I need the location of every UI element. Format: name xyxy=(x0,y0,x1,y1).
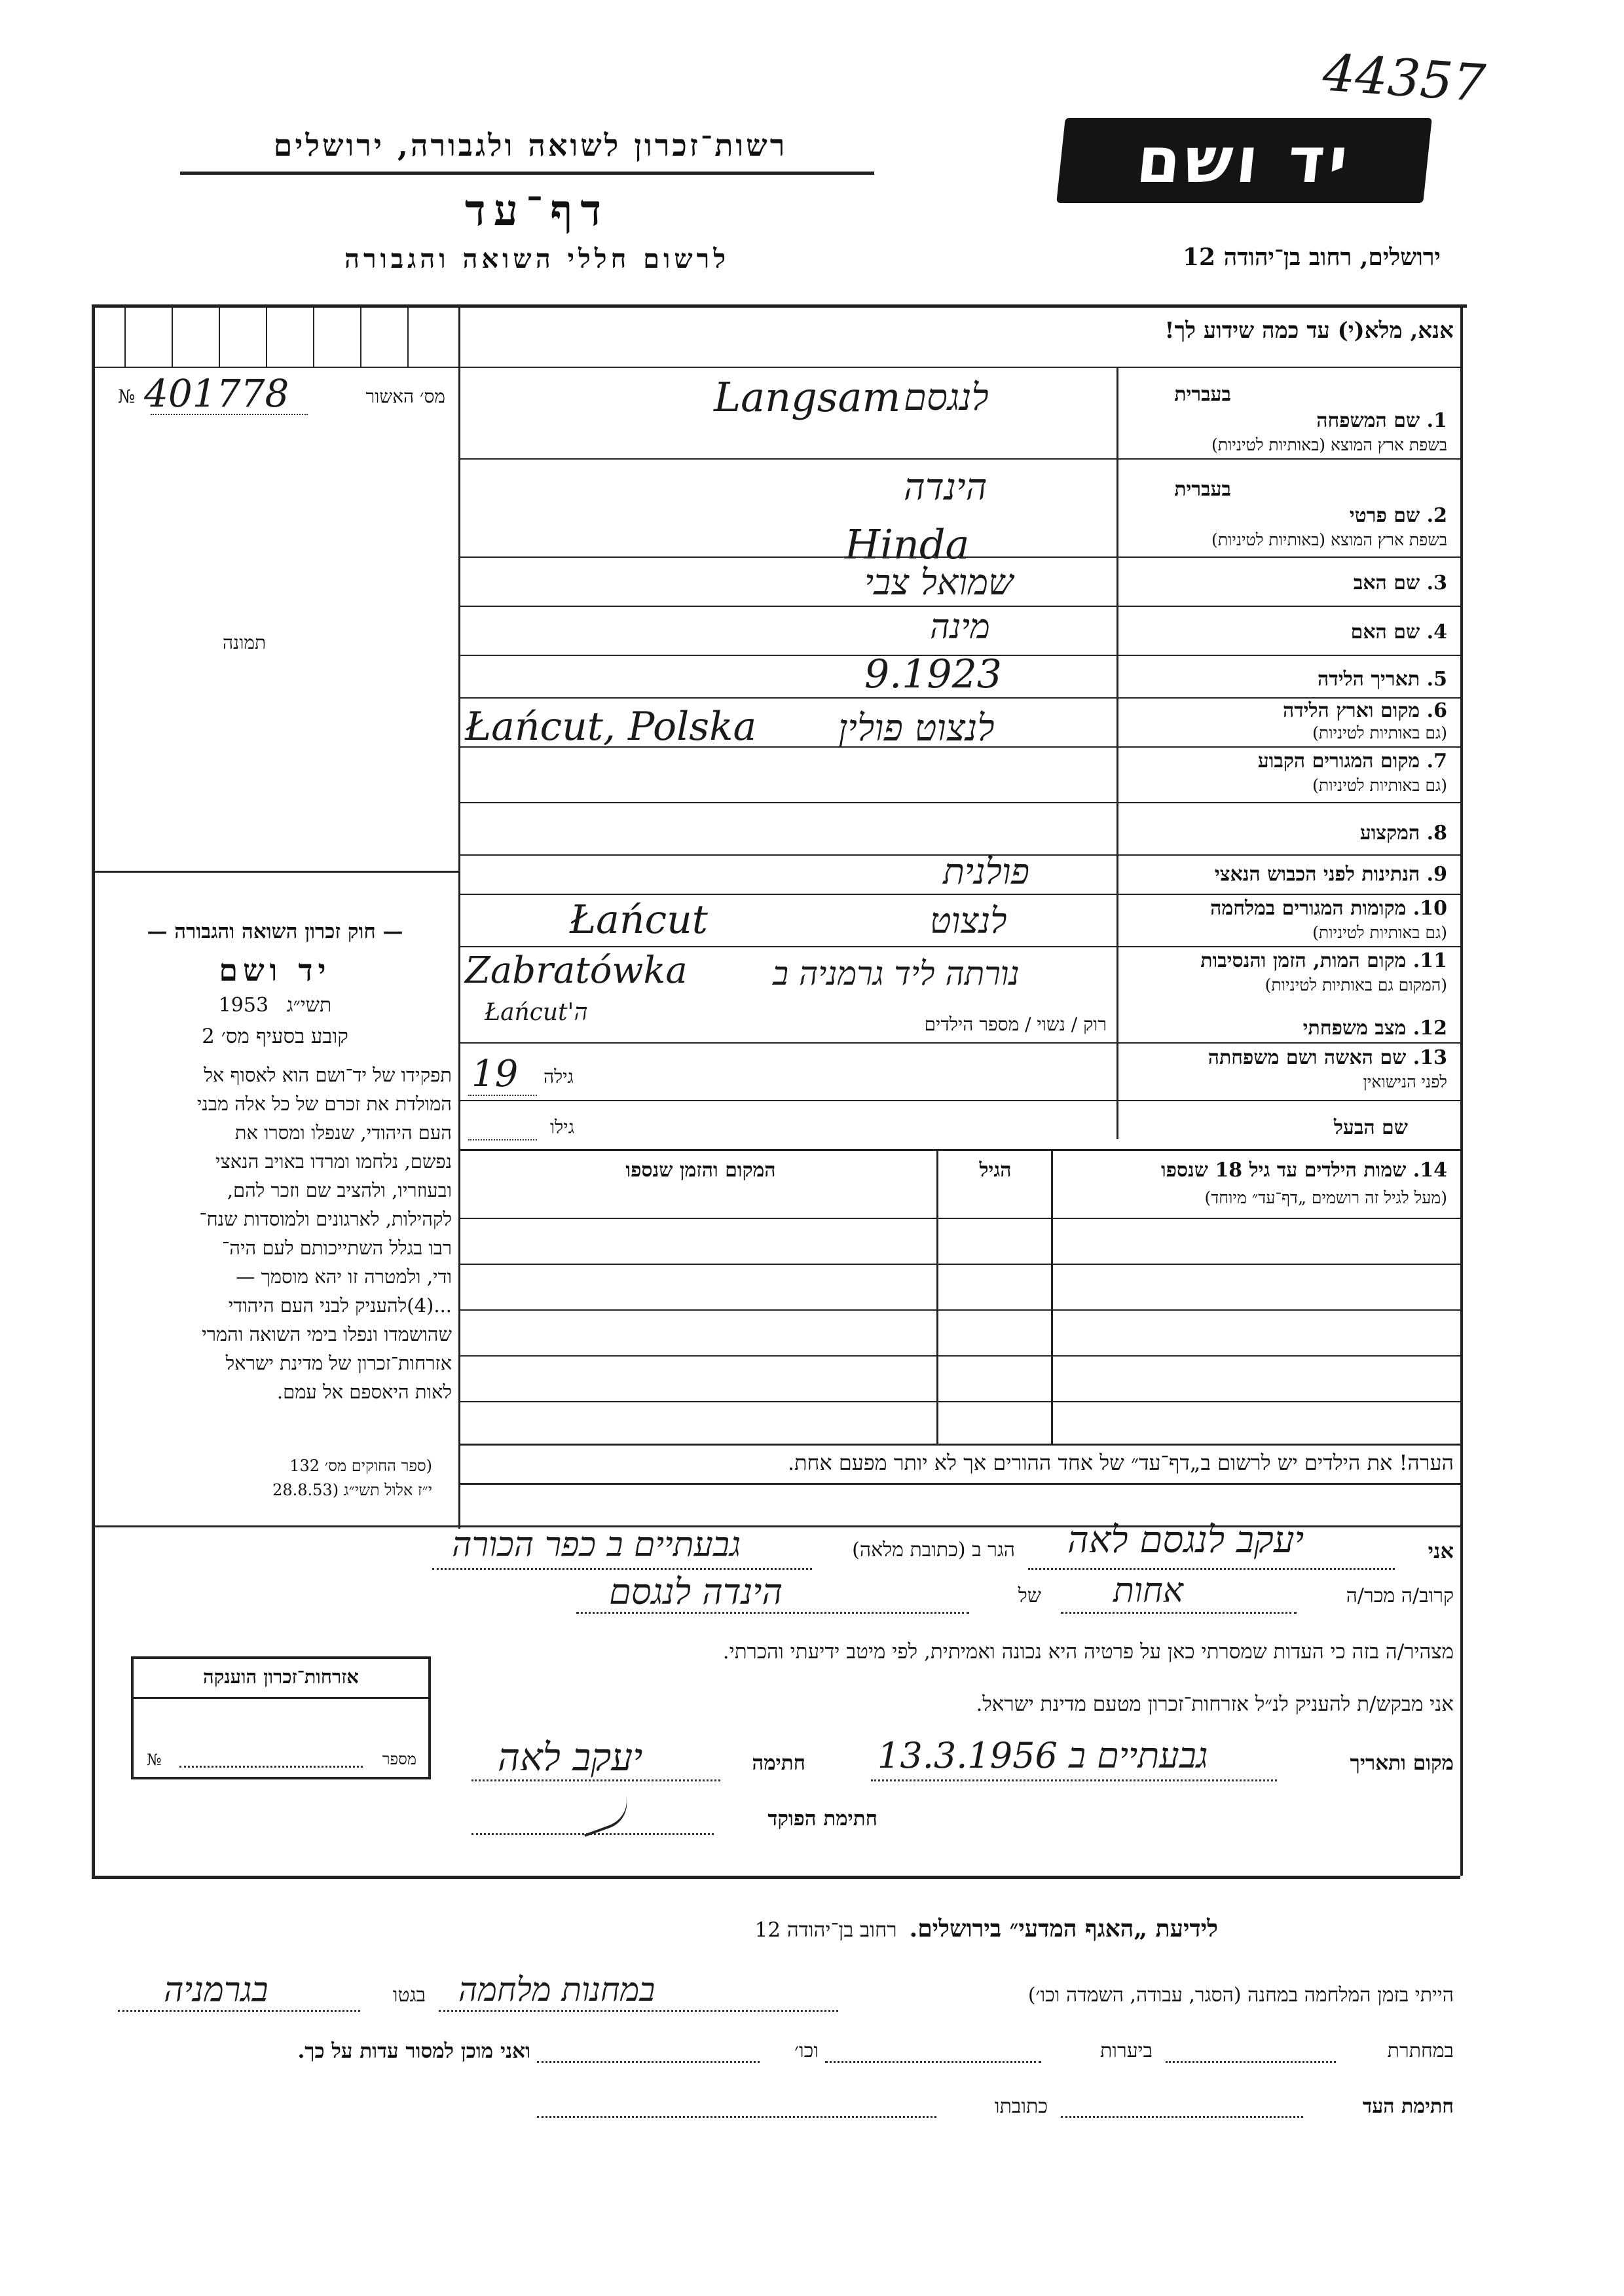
f6-value-latin[interactable]: Łańcut, Polska xyxy=(465,704,757,750)
f11-value-extra[interactable]: Łańcut'ה xyxy=(485,999,588,1026)
f12-num: 12. xyxy=(1412,1017,1447,1040)
law-line: אזרחות־זכרון של מדינת ישראל xyxy=(225,1352,452,1374)
f9-label-text: הנתינות לפני הכבוש הנאצי xyxy=(1214,863,1420,886)
citizenship-box-prefix: № xyxy=(147,1751,162,1769)
f3-value[interactable]: שמואל צבי xyxy=(864,562,1014,603)
bottom-title-address: רחוב בן־יהודה 12 xyxy=(754,1918,897,1942)
f1-label xyxy=(1126,409,1447,432)
law-line: ...(4)להעניק לבני העם היהודי xyxy=(228,1294,452,1317)
bottom-line2-c: וכו׳ xyxy=(794,2039,819,2062)
bottom-line3-b: כתובתו xyxy=(994,2095,1048,2118)
approval-prefix: № xyxy=(118,386,136,407)
f11-num: 11. xyxy=(1412,949,1447,972)
f13-num: 13. xyxy=(1412,1046,1447,1069)
f10-value-latin[interactable]: Łańcut xyxy=(570,897,708,943)
logo-text: יד ושם xyxy=(1133,124,1356,197)
f4-value[interactable]: מינה xyxy=(930,608,990,647)
bottom-title xyxy=(458,1915,1218,1942)
f1-value-latin[interactable]: Langsam xyxy=(714,373,901,421)
law-line: העם היהודי, שנפלו ומסרו את xyxy=(234,1121,452,1144)
f11-value-latin[interactable]: Zabratówka xyxy=(465,949,688,992)
f1-num: 1. xyxy=(1426,409,1447,432)
f6-label-text: מקום וארץ הלידה xyxy=(1282,699,1420,722)
bottom-line3-a: חתימת העד xyxy=(1362,2095,1454,2118)
approval-label: מס׳ האשור xyxy=(365,386,445,407)
law-line: המולדת את זכרם של כל אלה מבני xyxy=(196,1093,452,1115)
f14-sub: (מעל לגיל זה רושמים „דף־עד״ מיוחד) xyxy=(1204,1188,1447,1207)
f11-value-he[interactable]: נורתה ליד גרמניה ב xyxy=(773,955,1020,993)
bottom-line1-label: הייתי בזמן המלחמה במחנה (הסגר, עבודה, השמדה וכו׳) xyxy=(1027,1984,1454,2007)
relative-of[interactable]: הינדה לנגסם xyxy=(609,1571,783,1613)
f9-value[interactable]: פולנית xyxy=(943,851,1030,892)
f4-label-text: שם האם xyxy=(1350,621,1420,644)
f11-label-text: מקום המות, הזמן והנסיבות xyxy=(1200,949,1407,972)
law-line: רבו בגלל השתייכותם לעם היה־ xyxy=(222,1237,452,1259)
bottom-line1-place[interactable]: בגרמניה xyxy=(164,1971,268,2010)
f5-label-text: תאריך הלידה xyxy=(1318,668,1420,691)
law-ref-1: (ספר החוקים מס׳ 132 xyxy=(289,1457,432,1475)
decl-i-label: אני xyxy=(1428,1539,1454,1563)
law-name: יד ושם xyxy=(219,953,331,988)
law-line: ובעוזריו, ולהציב שם וזכר להם, xyxy=(227,1179,452,1201)
form-title: דף־עד xyxy=(464,185,610,236)
f8-label-text: המקצוע xyxy=(1359,822,1420,845)
f13-age-label: גילה xyxy=(544,1066,574,1087)
residence[interactable]: גבעתיים ב כפר הכורה xyxy=(452,1525,741,1565)
f7-sub: (גם באותיות לטיניות) xyxy=(1312,776,1447,795)
decl-relative-label: קרוב/ה מכר/ה xyxy=(1346,1584,1454,1607)
f7-num: 7. xyxy=(1426,750,1447,773)
decl-of-label: של xyxy=(1018,1584,1041,1607)
law-section: קובע בסעיף מס׳ 2 xyxy=(202,1025,348,1048)
instruction: אנא, מלא(י) עד כמה שידוע לך! xyxy=(1164,318,1454,344)
law-line: לקהילות, לארגונים ולמוסדות שנח־ xyxy=(199,1208,452,1230)
law-line: נפשם, נלחמו ומרדו באויב הנאצי xyxy=(215,1150,452,1173)
yad-vashem-logo xyxy=(1056,118,1432,203)
citizenship-box-number: מספר xyxy=(382,1750,416,1768)
law-year-row xyxy=(98,994,452,1017)
f7-label xyxy=(1126,750,1447,773)
f10-label xyxy=(1126,897,1447,920)
place-date-label: מקום ותאריך xyxy=(1350,1751,1454,1775)
approval-number-field xyxy=(105,371,452,416)
place-date-value[interactable]: גבעתיים ב 13.3.1956 xyxy=(877,1735,1208,1776)
f6-value-he[interactable]: לנצוט פולין xyxy=(838,707,995,750)
f5-label xyxy=(1126,668,1447,691)
bottom-line2-d: ואני מוכן למסור עדות על כך. xyxy=(297,2039,530,2063)
law-line: שהושמדו ונפלו בימי השואה והמרי xyxy=(202,1323,452,1345)
f14-label-text: שמות הילדים עד גיל 18 שנספו xyxy=(1160,1159,1407,1182)
signature-value[interactable]: יעקב לאה xyxy=(498,1735,643,1779)
bottom-line1-in: בגטו xyxy=(392,1984,426,2007)
f10-value-he[interactable]: לנצוט xyxy=(930,900,1007,941)
law-year: 1953 xyxy=(218,994,269,1017)
f1-sub: בשפת ארץ המוצא (באותיות לטיניות) xyxy=(1211,435,1447,454)
bottom-line1-value[interactable]: במחנות מלחמה xyxy=(458,1971,655,2009)
f2-value-latin[interactable]: Hinda xyxy=(845,520,970,568)
decl-resides-label: הגר ב (כתובת מלאה) xyxy=(852,1539,1015,1561)
f1-label-text: שם המשפחה xyxy=(1316,409,1420,432)
law-year-hebrew: תשי״ג xyxy=(286,994,332,1017)
f6-num: 6. xyxy=(1426,699,1447,722)
law-line: לאות היאספם אל עמם. xyxy=(276,1381,452,1403)
address: ירושלים, רחוב בן־יהודה 12 xyxy=(1182,244,1441,271)
f2-sub: בשפת ארץ המוצא (באותיות לטיניות) xyxy=(1211,530,1447,549)
f8-label xyxy=(1126,822,1447,845)
f14-col-age: הגיל xyxy=(979,1159,1012,1182)
f6-sub: (גם באותיות לטיניות) xyxy=(1312,723,1447,742)
f7-label-text: מקום המגורים הקבוע xyxy=(1257,750,1420,773)
relation[interactable]: אחות xyxy=(1113,1571,1183,1611)
officer-signature-mark xyxy=(570,1779,634,1837)
law-title: — חוק זכרון השואה והגבורה — xyxy=(147,920,403,943)
form-subtitle: לרשום חללי השואה והגבורה xyxy=(344,244,730,274)
f2-label-text: שם פרטי xyxy=(1349,504,1420,527)
f5-value[interactable]: 9.1923 xyxy=(864,651,1002,697)
f8-num: 8. xyxy=(1426,822,1447,845)
f13-label xyxy=(1126,1046,1447,1069)
f11-label xyxy=(1126,949,1447,972)
f13-age-value[interactable]: 19 xyxy=(471,1053,519,1095)
authority-title: רשות־זכרון לשואה ולגבורה, ירושלים xyxy=(273,128,788,163)
f10-label-text: מקומות המגורים במלחמה xyxy=(1210,897,1407,920)
f9-num: 9. xyxy=(1426,863,1447,886)
f10-sub: (גם באותיות לטיניות) xyxy=(1312,923,1447,942)
bottom-line2-b: ביערות xyxy=(1099,2039,1153,2062)
approval-number: 401778 xyxy=(144,371,289,416)
bottom-line2-a: במחתרת xyxy=(1387,2039,1454,2062)
f3-label-text: שם האב xyxy=(1353,572,1420,594)
f3-num: 3. xyxy=(1426,572,1447,594)
f12-options[interactable]: רוק / נשוי / מספר הילדים xyxy=(924,1013,1107,1035)
officer-label: חתימת הפוקד xyxy=(767,1807,877,1831)
declarant-name[interactable]: יעקב לנגסם לאה xyxy=(1067,1519,1304,1561)
f14-col-place: המקום והזמן שנספו xyxy=(625,1159,776,1182)
f13b-age-label: גילו xyxy=(550,1116,574,1138)
f2-label xyxy=(1126,504,1447,527)
signature-label: חתימה xyxy=(752,1751,805,1775)
f13-label-text: שם האשה ושם משפחתה xyxy=(1208,1046,1407,1069)
law-text xyxy=(98,1061,452,1406)
f6-label xyxy=(1126,699,1447,722)
f12-label xyxy=(1126,1017,1447,1040)
f13-sub: לפני הנישואין xyxy=(1363,1072,1447,1091)
f13b-label: שם הבעל xyxy=(1333,1116,1408,1139)
f11-sub: (המקום גם באותיות לטיניות) xyxy=(1264,975,1447,994)
bottom-title-prefix: לידיעת „האגף המדעי״ בירושלים. xyxy=(909,1915,1218,1942)
f2-num: 2. xyxy=(1426,504,1447,527)
photo-label: תמונה xyxy=(223,632,267,653)
law-ref-2: י״ז אלול תשי״ג (28.8.53 xyxy=(272,1481,432,1499)
f2-value-he[interactable]: הינדה xyxy=(904,466,987,509)
note: הערה! את הילדים יש לרשום ב„דף־עד״ של אחד ההורים אך לא יותר מפעם אחת. xyxy=(787,1450,1454,1475)
f1-value-he[interactable]: לנגסם xyxy=(904,376,989,419)
f14-num: 14. xyxy=(1412,1159,1447,1182)
law-line: תפקידו של יד־ושם הוא לאסוף אל xyxy=(204,1064,452,1086)
f10-num: 10. xyxy=(1412,897,1447,920)
decl-request: אני מבקש/ת להעניק לנ״ל אזרחות־זכרון מטעם מדינת ישראל. xyxy=(976,1692,1454,1716)
decl-statement: מצהיר/ה בזה כי העדות שמסרתי כאן על פרטיה היא נכונה ואמיתית, לפי מיטב ידיעתי והכרתי. xyxy=(722,1640,1454,1664)
f5-num: 5. xyxy=(1426,668,1447,691)
f14-label xyxy=(1054,1159,1447,1182)
f4-num: 4. xyxy=(1426,621,1447,644)
corner-number: 44357 xyxy=(1321,43,1487,114)
f12-label-text: מצב משפחתי xyxy=(1302,1017,1407,1040)
f2-he-label: בעברית xyxy=(1174,478,1231,501)
citizenship-box-title: אזרחות־זכרון הוענקה xyxy=(203,1666,359,1688)
citizenship-box xyxy=(131,1656,431,1779)
law-line: ודי, ולמטרה זו יהא מוסמך — xyxy=(236,1266,452,1288)
f1-he-label: בעברית xyxy=(1174,383,1231,406)
f4-label xyxy=(1126,621,1447,644)
f9-label xyxy=(1126,863,1447,886)
f3-label xyxy=(1126,572,1447,594)
